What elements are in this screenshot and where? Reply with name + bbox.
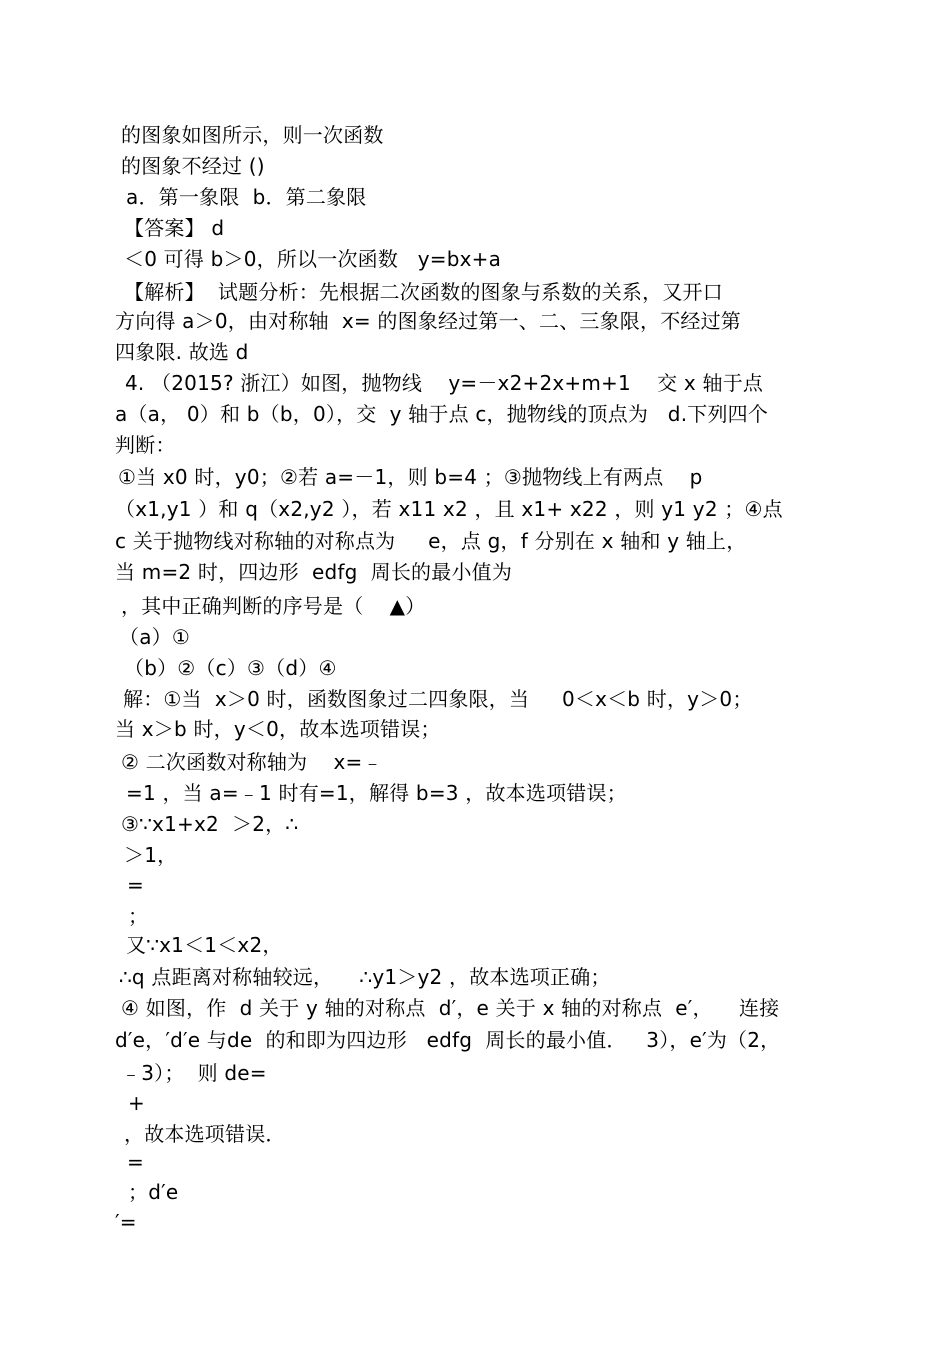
text-line: ② 二次函数对称轴为 x=﹣ [121,750,383,774]
text-line: 又∵x1＜1＜x2， [126,933,283,957]
text-line: d′e，′d′e 与de 的和即为四边形 edfg 周长的最小值． 3），e′为（2， [115,1028,781,1052]
text-line: 四象限. 故选 d [115,340,249,364]
text-line: 当 x＞b 时，y＜0，故本选项错误； [115,717,441,741]
text-line: + [128,1091,145,1115]
text-line: ′= [115,1210,137,1234]
answer-line: 【答案】 d [124,216,225,240]
question-heading: 4. （2015? 浙江）如图，抛物线 y=－x2+2x+m+1 交 x 轴于点 [125,371,764,395]
text-line: 的图象不经过 () [121,154,265,178]
text-line: =1 ，当 a=﹣1 时有=1，解得 b=3 ，故本选项错误； [126,781,627,805]
text-line: ＞1， [124,843,178,867]
text-line: a．第一象限 b．第二象限 [126,185,367,209]
text-line: ＜0 可得 b＞0，所以一次函数 y=bx+a [124,247,502,271]
text-line: ③∵x1+x2 ＞2，∴ [121,812,299,836]
text-line: ﹣3）； 则 de= [121,1061,267,1085]
text-line: = [127,873,144,897]
option-line: （b）②（c）③（d）④ [124,656,337,680]
text-line: ①当 x0 时，y0；②若 a=－1，则 b=4 ；③抛物线上有两点 p [118,465,703,489]
text-line: ，其中正确判断的序号是（ ▲） [121,594,426,618]
text-line: 判断： [115,433,176,457]
text-line: c 关于抛物线对称轴的对称点为 e，点 g，f 分别在 x 轴和 y 轴上， [115,529,747,553]
text-line: ∴q 点距离对称轴较远， ∴y1＞y2 ，故本选项正确； [119,965,611,989]
option-line: （a）① [119,625,190,649]
text-line: （x1,y1 ）和 q（x2,y2 ），若 x11 x2 ，且 x1+ x22 ，则 y1 y2 ；④点 [115,497,783,521]
text-line: ；d′e [128,1180,179,1204]
text-line: ，故本选项错误． [124,1122,286,1146]
text-line: = [127,1150,144,1174]
solution-line: 解：①当 x＞0 时，函数图象过二四象限，当 0＜x＜b 时，y＞0； [123,687,753,711]
text-line: 方向得 a＞0，由对称轴 x= 的图象经过第一、二、三象限，不经过第 [115,309,742,333]
text-line: 的图象如图所示，则一次函数 [121,123,384,147]
text-line: a（a， 0）和 b（b，0），交 y 轴于点 c，抛物线的顶点为 d.下列四个 [115,402,769,426]
text-line: 当 m=2 时，四边形 edfg 周长的最小值为 [115,560,513,584]
analysis-line: 【解析】 试题分析：先根据二次函数的图象与系数的关系，又开口 [124,280,723,304]
text-line: ； [128,904,149,928]
text-line: ④ 如图，作 d 关于 y 轴的对称点 d′，e 关于 x 轴的对称点 e′， 连接 [121,996,780,1020]
